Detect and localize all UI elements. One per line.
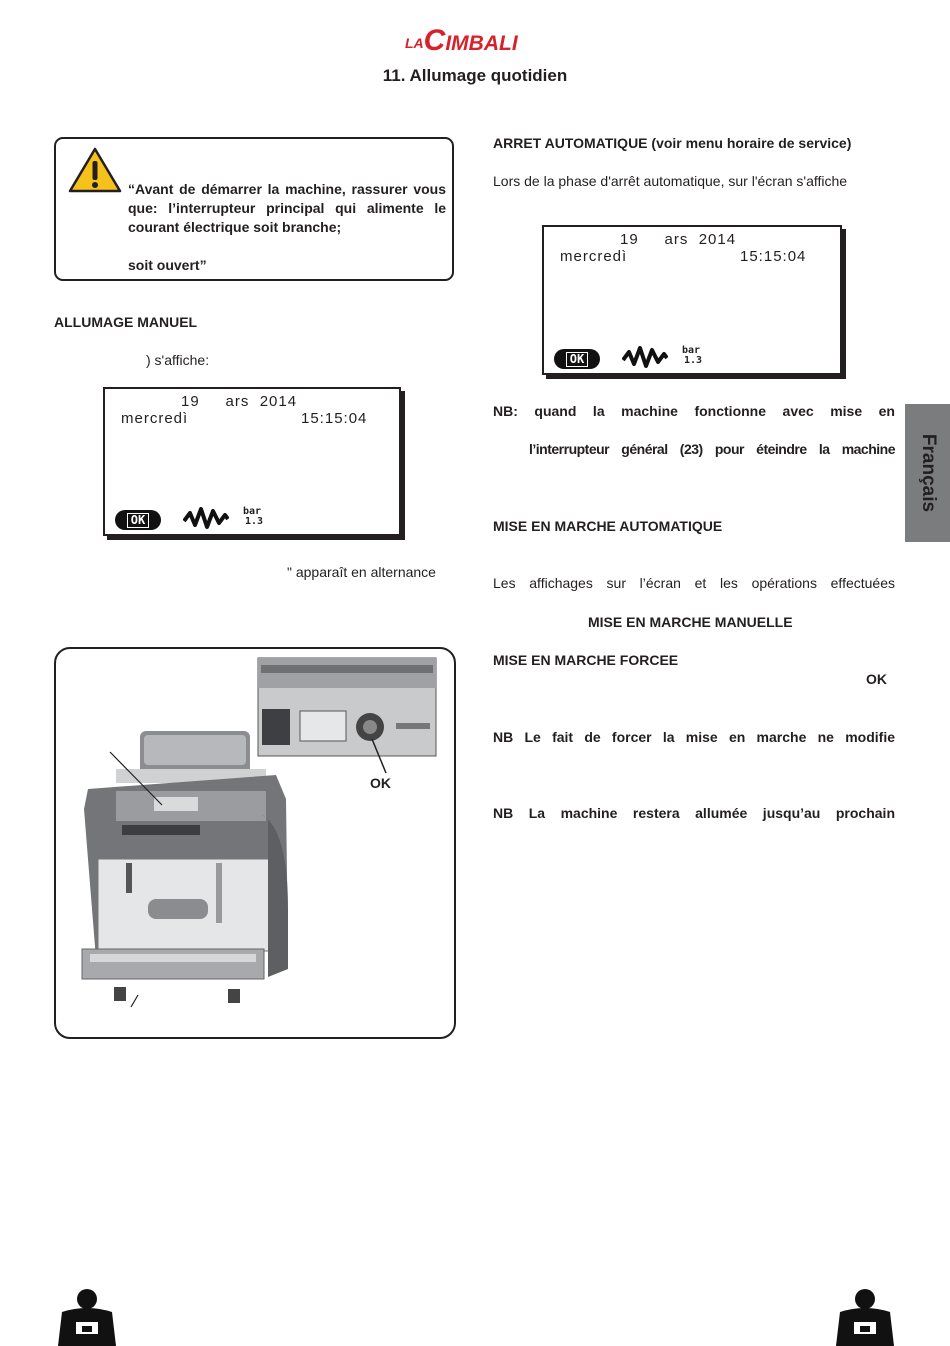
lcd-wave-icon xyxy=(622,344,668,372)
section-title: 11. Allumage quotidien xyxy=(382,66,568,85)
nb1-line2: l’interrupteur général (23) pour éteindre la machine xyxy=(529,441,895,457)
forced-ok: OK xyxy=(866,671,887,687)
manual-heading: ALLUMAGE MANUEL xyxy=(54,314,198,330)
auto-stop-text: Lors de la phase d'arrêt automatique, sur l'écran s'affiche xyxy=(493,173,848,189)
lcd-date: 19 ars 2014 xyxy=(620,231,737,248)
manual-text1: ) s'affiche: xyxy=(146,352,210,368)
warning-text xyxy=(128,180,446,275)
machine-illustration xyxy=(56,649,454,1037)
auto-start-heading: MISE EN MARCHE AUTOMATIQUE xyxy=(493,518,723,534)
brand-logo-la: LA xyxy=(405,35,424,51)
manual-lcd-screen xyxy=(103,387,401,536)
lcd-ok-icon xyxy=(554,349,600,369)
auto-start-text: Les affichages sur l’écran et les opérations effectuées xyxy=(493,575,895,591)
ok-callout-label: OK xyxy=(370,775,391,791)
lcd-ok-label: OK xyxy=(127,513,149,528)
lcd-pressure xyxy=(243,507,263,527)
warning-line2: soit ouvert” xyxy=(128,257,207,273)
nb2-text: NB Le fait de forcer la mise en marche ne modifie xyxy=(493,729,895,745)
lcd-bar-value: 1.3 xyxy=(245,516,264,527)
lcd-ok-icon xyxy=(115,510,161,530)
brand-logo-c: C xyxy=(423,24,446,57)
lcd-wave-icon xyxy=(183,505,229,533)
lcd-time: 15:15:04 xyxy=(740,248,807,265)
auto-start-sub: MISE EN MARCHE MANUELLE xyxy=(588,614,793,630)
auto-stop-heading: ARRET AUTOMATIQUE (voir menu horaire de service) xyxy=(493,135,852,151)
warning-icon xyxy=(68,146,122,194)
language-tab-label: Français xyxy=(917,433,939,513)
brand-logo xyxy=(405,24,518,58)
lcd-bar-value: 1.3 xyxy=(684,355,703,366)
technician-icon-right xyxy=(834,1288,896,1346)
lcd-bar-label: bar xyxy=(243,506,262,517)
nb3-text: NB La machine restera allumée jusqu’au prochain xyxy=(493,805,895,821)
lcd-pressure xyxy=(682,346,702,366)
language-tab xyxy=(905,404,950,542)
technician-icon-left xyxy=(56,1288,118,1346)
lcd-ok-label: OK xyxy=(566,352,588,367)
lcd-time: 15:15:04 xyxy=(301,410,368,427)
lcd-date: 19 ars 2014 xyxy=(181,393,298,410)
nb1-line1: NB: quand la machine fonctionne avec mise en xyxy=(493,403,895,419)
auto-stop-lcd-screen xyxy=(542,225,842,375)
lcd-day: mercredì xyxy=(560,248,628,265)
warning-line1: “Avant de démarrer la machine, rassurer vous que: l’interrupteur principal qui alimente le courant électrique soit branche; xyxy=(128,181,446,235)
lcd-bar-label: bar xyxy=(682,345,701,356)
manual-text2: " apparaît en alternance xyxy=(287,564,436,580)
brand-logo-rest: IMBALI xyxy=(445,32,518,55)
lcd-day: mercredì xyxy=(121,410,189,427)
forced-heading: MISE EN MARCHE FORCEE xyxy=(493,652,679,668)
